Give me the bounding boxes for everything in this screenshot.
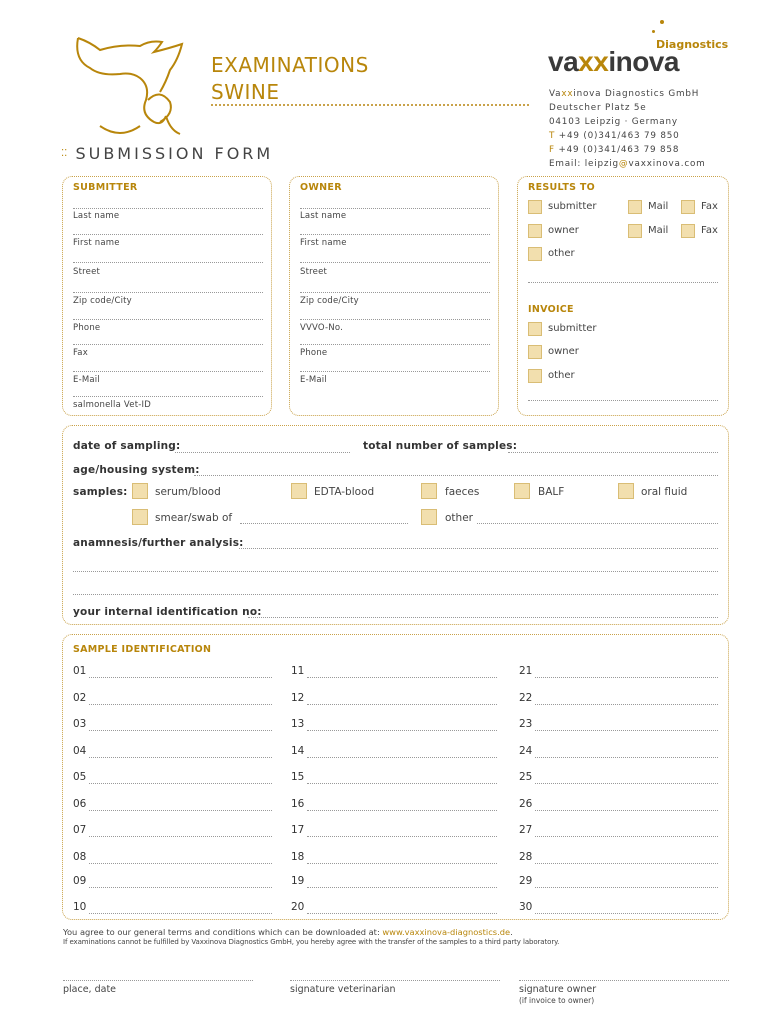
- logo-dot: [652, 30, 655, 33]
- sample-id-field[interactable]: [89, 677, 272, 678]
- owner-line: [300, 292, 490, 293]
- company-email: Email: leipzig@vaxxinova.com: [549, 159, 706, 169]
- sample-number: 13: [291, 718, 305, 730]
- submitter-email-field[interactable]: E-Mail: [73, 375, 100, 385]
- logo: [548, 30, 738, 80]
- sample-number: 04: [73, 745, 87, 757]
- owner-last-name-field[interactable]: Last name: [300, 211, 347, 221]
- sample-number: 17: [291, 824, 305, 836]
- results-submitter-mail-checkbox[interactable]: [628, 200, 642, 214]
- results-other-checkbox[interactable]: [528, 247, 542, 261]
- results-owner-fax-checkbox[interactable]: [681, 224, 695, 238]
- sample-number: 11: [291, 665, 305, 677]
- owner-line: [300, 234, 490, 235]
- dot-grid-icon: ⁚⁚: [61, 148, 68, 159]
- balf-label: BALF: [538, 486, 565, 498]
- owner-zip-city-field[interactable]: Zip code/City: [300, 296, 359, 306]
- title-examinations: EXAMINATIONS: [211, 53, 369, 77]
- owner-email-field[interactable]: E-Mail: [300, 375, 327, 385]
- sample-id-field[interactable]: [89, 757, 272, 758]
- sample-id-field[interactable]: [307, 730, 497, 731]
- sample-id-field[interactable]: [535, 810, 718, 811]
- submitter-line: [73, 319, 263, 320]
- place-date-field[interactable]: [63, 980, 253, 981]
- smear-swab-checkbox[interactable]: [132, 509, 148, 525]
- signature-vet-label: signature veterinarian: [290, 984, 396, 995]
- signature-owner-label: signature owner: [519, 984, 597, 995]
- sample-id-field[interactable]: [535, 783, 718, 784]
- sample-number: 08: [73, 851, 87, 863]
- sample-number: 19: [291, 875, 305, 887]
- submitter-line: [73, 234, 263, 235]
- faeces-checkbox[interactable]: [421, 483, 437, 499]
- owner-line: [300, 319, 490, 320]
- submitter-line: [73, 396, 263, 397]
- edta-checkbox[interactable]: [291, 483, 307, 499]
- submitter-zip-city-field[interactable]: Zip code/City: [73, 296, 132, 306]
- title-dotted-rule: [211, 104, 529, 106]
- sample-number: 27: [519, 824, 533, 836]
- sample-number: 01: [73, 665, 87, 677]
- edta-label: EDTA-blood: [314, 486, 375, 498]
- submitter-line: [73, 262, 263, 263]
- sample-number: 21: [519, 665, 533, 677]
- internal-id-label: your internal identification no:: [73, 606, 262, 618]
- results-owner-label: owner: [548, 225, 579, 236]
- sample-number: 15: [291, 771, 305, 783]
- owner-phone-field[interactable]: Phone: [300, 348, 328, 358]
- age-housing-label: age/housing system:: [73, 464, 200, 476]
- sample-number: 22: [519, 692, 533, 704]
- owner-title: OWNER: [300, 182, 342, 193]
- sample-number: 26: [519, 798, 533, 810]
- sample-number: 25: [519, 771, 533, 783]
- sample-id-field[interactable]: [89, 863, 272, 864]
- submitter-title: SUBMITTER: [73, 182, 138, 193]
- logo-dot: [660, 20, 664, 24]
- invoice-owner-label: owner: [548, 346, 579, 357]
- sample-number: 23: [519, 718, 533, 730]
- sample-number: 12: [291, 692, 305, 704]
- logo-wordmark: vaxxinova: [548, 46, 679, 77]
- owner-line: [300, 344, 490, 345]
- sample-id-field[interactable]: [535, 863, 718, 864]
- invoice-other-label: other: [548, 370, 575, 381]
- sample-id-field[interactable]: [307, 887, 497, 888]
- company-name: Vaxxinova Diagnostics GmbH: [549, 89, 700, 99]
- submitter-fax-field[interactable]: Fax: [73, 348, 88, 358]
- sample-id-field[interactable]: [89, 704, 272, 705]
- sample-id-field[interactable]: [307, 704, 497, 705]
- anamnesis-field[interactable]: [239, 548, 718, 549]
- invoice-owner-checkbox[interactable]: [528, 345, 542, 359]
- owner-first-name-field[interactable]: First name: [300, 238, 347, 248]
- sampling-box: [62, 425, 729, 625]
- owner-vvvo-field[interactable]: VVVO-No.: [300, 323, 344, 333]
- sample-identification-title: SAMPLE IDENTIFICATION: [73, 644, 212, 655]
- invoice-title: INVOICE: [528, 304, 574, 315]
- sample-number: 16: [291, 798, 305, 810]
- company-city: 04103 Leipzig · Germany: [549, 117, 678, 127]
- owner-street-field[interactable]: Street: [300, 267, 328, 277]
- submitter-street-field[interactable]: Street: [73, 267, 101, 277]
- anamnesis-label: anamnesis/further analysis:: [73, 537, 244, 549]
- internal-id-field[interactable]: [248, 617, 718, 618]
- sample-id-field[interactable]: [89, 836, 272, 837]
- sample-id-field[interactable]: [535, 677, 718, 678]
- sample-number: 10: [73, 901, 87, 913]
- balf-checkbox[interactable]: [514, 483, 530, 499]
- sample-number: 05: [73, 771, 87, 783]
- submitter-first-name-field[interactable]: First name: [73, 238, 120, 248]
- sample-id-field[interactable]: [535, 887, 718, 888]
- sample-number: 30: [519, 901, 533, 913]
- place-date-label: place, date: [63, 984, 117, 995]
- results-submitter-label: submitter: [548, 201, 597, 212]
- terms-note: You agree to our general terms and conditions which can be downloaded at: www.vaxxinova-diagnostics.de.: [63, 927, 513, 937]
- results-submitter-mail-label: Mail: [648, 201, 669, 212]
- anamnesis-field-line[interactable]: [73, 571, 718, 572]
- sample-id-field[interactable]: [89, 730, 272, 731]
- sample-id-field[interactable]: [307, 757, 497, 758]
- title-swine: SWINE: [211, 80, 280, 104]
- date-of-sampling-field[interactable]: [175, 452, 350, 453]
- results-owner-mail-checkbox[interactable]: [628, 224, 642, 238]
- oral-fluid-label: oral fluid: [641, 486, 688, 498]
- age-housing-field[interactable]: [194, 475, 718, 476]
- sample-id-field[interactable]: [307, 810, 497, 811]
- results-other-label: other: [548, 248, 575, 259]
- faeces-label: faeces: [445, 486, 480, 498]
- submitter-line: [73, 292, 263, 293]
- terms-link[interactable]: www.vaxxinova-diagnostics.de: [382, 927, 511, 937]
- sample-id-field[interactable]: [89, 783, 272, 784]
- sample-id-field[interactable]: [307, 677, 497, 678]
- submitter-line: [73, 344, 263, 345]
- sample-id-field[interactable]: [535, 836, 718, 837]
- results-owner-fax-label: Fax: [701, 225, 718, 236]
- submitter-vet-id-field[interactable]: salmonella Vet-ID: [73, 400, 151, 410]
- sample-id-field[interactable]: [535, 730, 718, 731]
- sample-number: 29: [519, 875, 533, 887]
- sample-id-field[interactable]: [307, 783, 497, 784]
- logo-tagline: Diagnostics: [656, 38, 729, 51]
- total-samples-label: total number of samples:: [363, 440, 518, 452]
- smear-swab-field[interactable]: [240, 523, 408, 524]
- sample-number: 07: [73, 824, 87, 836]
- sample-id-field[interactable]: [307, 836, 497, 837]
- results-other-line[interactable]: [528, 282, 718, 283]
- pig-outline-illustration: [70, 30, 190, 140]
- oral-fluid-checkbox[interactable]: [618, 483, 634, 499]
- sample-number: 20: [291, 901, 305, 913]
- signature-owner-note: (if invoice to owner): [519, 996, 595, 1005]
- results-owner-mail-label: Mail: [648, 225, 669, 236]
- company-street: Deutscher Platz 5e: [549, 103, 647, 113]
- results-submitter-fax-checkbox[interactable]: [681, 200, 695, 214]
- owner-line: [300, 371, 490, 372]
- other-sample-field[interactable]: [477, 523, 718, 524]
- sample-number: 24: [519, 745, 533, 757]
- submitter-phone-field[interactable]: Phone: [73, 323, 101, 333]
- samples-label: samples:: [73, 486, 128, 498]
- sample-number: 18: [291, 851, 305, 863]
- signature-vet-field[interactable]: [290, 980, 500, 981]
- other-sample-checkbox[interactable]: [421, 509, 437, 525]
- signature-owner-field[interactable]: [519, 980, 729, 981]
- owner-line: [300, 208, 490, 209]
- sample-id-field[interactable]: [89, 913, 272, 914]
- owner-line: [300, 262, 490, 263]
- company-fax: F +49 (0)341/463 79 858: [549, 145, 680, 155]
- date-of-sampling-label: date of sampling:: [73, 440, 181, 452]
- invoice-submitter-label: submitter: [548, 323, 597, 334]
- sample-id-field[interactable]: [89, 810, 272, 811]
- total-samples-field[interactable]: [508, 452, 718, 453]
- third-party-note: If examinations cannot be fulfilled by Vaxxinova Diagnostics GmbH, you hereby agree with the transfer of the samples to a third party laboratory.: [63, 938, 560, 946]
- serum-label: serum/blood: [155, 486, 221, 498]
- results-submitter-fax-label: Fax: [701, 201, 718, 212]
- sample-id-field[interactable]: [307, 913, 497, 914]
- submitter-line: [73, 371, 263, 372]
- invoice-submitter-checkbox[interactable]: [528, 322, 542, 336]
- sample-number: 06: [73, 798, 87, 810]
- invoice-other-checkbox[interactable]: [528, 369, 542, 383]
- other-sample-label: other: [445, 512, 473, 524]
- submitter-line: [73, 208, 263, 209]
- invoice-other-line[interactable]: [528, 400, 718, 401]
- sample-number: 09: [73, 875, 87, 887]
- results-title: RESULTS TO: [528, 182, 596, 193]
- sample-id-field[interactable]: [535, 704, 718, 705]
- submitter-last-name-field[interactable]: Last name: [73, 211, 120, 221]
- sample-id-field[interactable]: [535, 757, 718, 758]
- company-phone: T +49 (0)341/463 79 850: [549, 131, 680, 141]
- sample-id-field[interactable]: [535, 913, 718, 914]
- results-owner-checkbox[interactable]: [528, 224, 542, 238]
- submission-form-heading: ⁚⁚ SUBMISSION FORM: [61, 144, 274, 163]
- sample-id-field[interactable]: [89, 887, 272, 888]
- smear-swab-label: smear/swab of: [155, 512, 233, 524]
- sample-number: 14: [291, 745, 305, 757]
- sample-number: 03: [73, 718, 87, 730]
- anamnesis-field-line[interactable]: [73, 594, 718, 595]
- sample-number: 28: [519, 851, 533, 863]
- sample-id-field[interactable]: [307, 863, 497, 864]
- company-address: [549, 87, 706, 171]
- results-submitter-checkbox[interactable]: [528, 200, 542, 214]
- sample-number: 02: [73, 692, 87, 704]
- serum-checkbox[interactable]: [132, 483, 148, 499]
